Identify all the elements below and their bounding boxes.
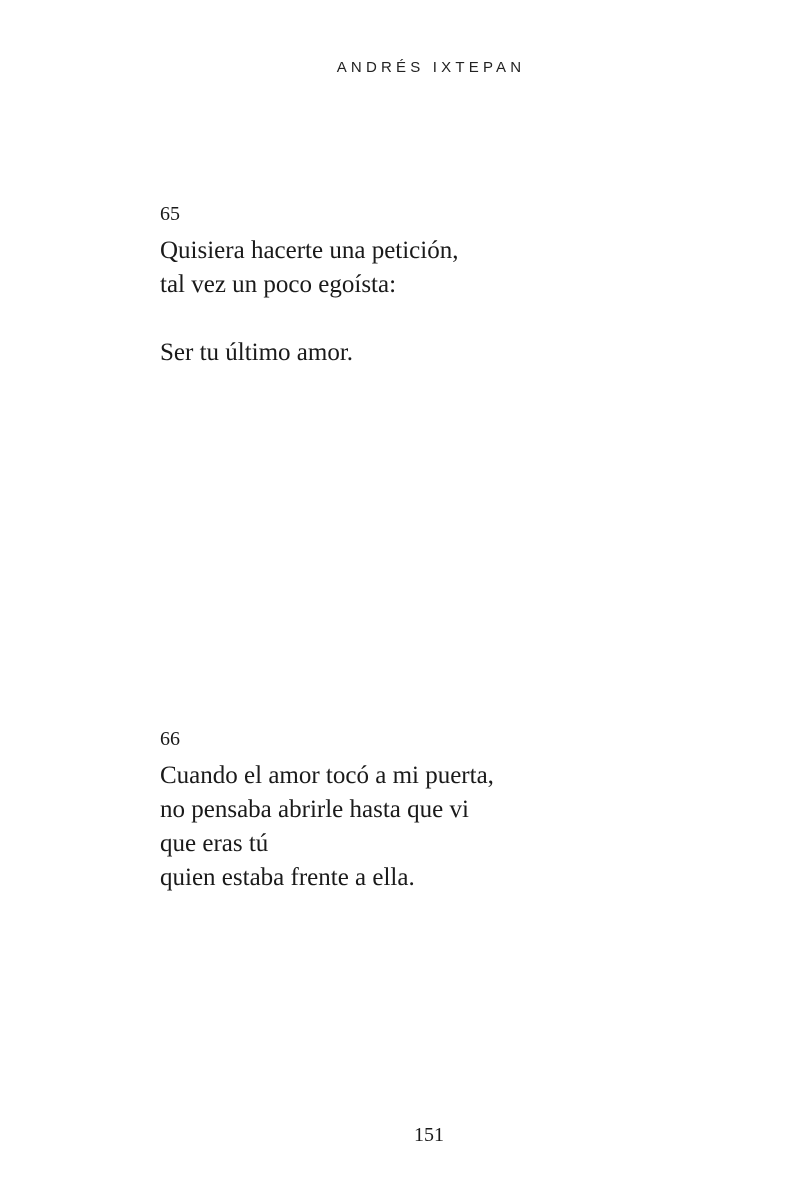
stanza <box>160 336 720 370</box>
poem-number: 65 <box>160 203 180 225</box>
verse-line: Cuando el amor tocó a mi puerta, <box>160 762 494 789</box>
poem-66 <box>160 727 720 895</box>
poem-number: 66 <box>160 728 180 750</box>
verse-line: Quisiera hacerte una petición, <box>160 237 459 264</box>
verse-line: no pensaba abrirle hasta que vi <box>160 796 469 823</box>
running-header-author: ANDRÉS IXTEPAN <box>336 59 526 76</box>
verse-line: quien estaba frente a ella. <box>160 864 415 891</box>
stanza <box>160 759 720 895</box>
poem-65 <box>160 202 720 370</box>
verse-line: Ser tu último amor. <box>160 339 354 366</box>
stanza <box>160 234 720 302</box>
verse-line: tal vez un poco egoísta: <box>160 271 397 298</box>
page-number: 151 <box>414 1124 444 1146</box>
verse-line: que eras tú <box>160 830 269 857</box>
